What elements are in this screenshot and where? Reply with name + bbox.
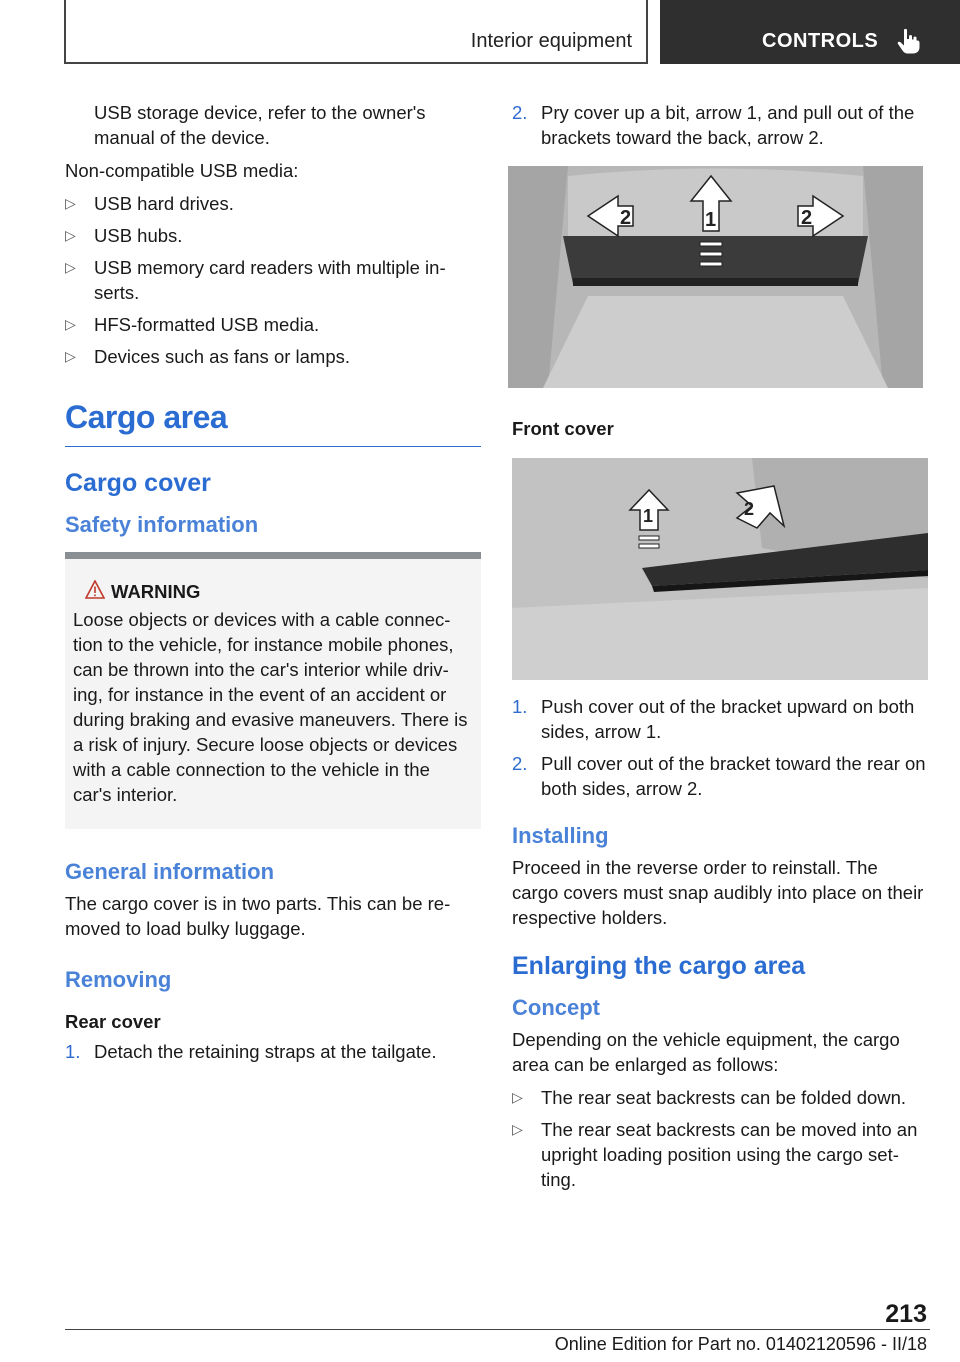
section-tab: [64, 0, 648, 64]
heading-safety-information: Safety information: [65, 512, 259, 537]
right-column: [512, 100, 928, 1199]
triangle-right-icon: ▷: [512, 1121, 523, 1137]
section-title: Interior equipment: [470, 30, 632, 52]
rear-step-2: 2. Pry cover up a bit, arrow 1, and pull out of the brackets toward the back, arrow 2.: [512, 102, 915, 148]
footer-rule: [65, 1329, 930, 1330]
heading-enlarging-cargo-area: Enlarging the cargo area: [512, 952, 806, 980]
noncompat-list: [65, 191, 481, 369]
concept-text: Depending on the vehicle equipment, the cargo area can be enlarged as follows:: [512, 1029, 900, 1075]
chapter-tab: [660, 0, 960, 64]
page-header: [0, 0, 960, 66]
triangle-right-icon: ▷: [65, 227, 76, 243]
heading-installing: Installing: [512, 823, 609, 848]
warning-box: [65, 552, 481, 829]
warning-header: WARNING: [73, 581, 473, 603]
list-item: ▷ HFS-formatted USB media.: [65, 314, 320, 335]
chapter-title: CONTROLS: [762, 30, 879, 52]
heading-cargo-cover: Cargo cover: [65, 469, 211, 497]
heading-rule: [65, 446, 481, 447]
heading-concept: Concept: [512, 995, 600, 1020]
hand-pointer-icon: [893, 26, 923, 56]
arrow-label: 1: [643, 506, 654, 526]
list-item: ▷ The rear seat backrests can be moved into an upright loading position using the cargo set-ting.: [512, 1119, 918, 1190]
heading-front-cover: Front cover: [512, 418, 614, 439]
installing-text: Proceed in the reverse order to reinstall. The cargo covers must snap audibly into place on their respective holders.: [512, 857, 924, 928]
triangle-right-icon: ▷: [65, 316, 76, 332]
heading-general-information: General information: [65, 859, 275, 884]
list-item: ▷ USB hard drives.: [65, 193, 234, 214]
triangle-right-icon: ▷: [65, 195, 76, 211]
heading-cargo-area: Cargo area: [65, 399, 228, 435]
arrow-label: 2: [744, 499, 755, 519]
list-item: ▷ Devices such as fans or lamps.: [65, 346, 351, 367]
left-column: [65, 100, 481, 1071]
general-text: The cargo cover is in two parts. This can be re-moved to load bulky luggage.: [65, 893, 451, 939]
page-number: 213: [885, 1300, 927, 1328]
heading-rear-cover: Rear cover: [65, 1011, 161, 1032]
intro-continuation: USB storage device, refer to the owner's manual of the device.: [94, 102, 426, 148]
arrow-label: 2: [801, 207, 813, 229]
noncompat-label: Non-compatible USB media:: [65, 160, 299, 181]
front-step-2: 2. Pull cover out of the bracket toward the rear on both sides, arrow 2.: [512, 753, 926, 799]
warning-triangle-icon: [85, 580, 105, 599]
rear-step-1: 1. Detach the retaining straps at the tailgate.: [65, 1041, 437, 1062]
list-item: ▷ The rear seat backrests can be folded down.: [512, 1087, 907, 1108]
footer-edition: Online Edition for Part no. 01402120596 - II/18: [554, 1334, 927, 1354]
heading-removing: Removing: [65, 967, 172, 992]
arrow-label: 2: [620, 207, 632, 229]
list-item: ▷ USB memory card readers with multiple in-serts.: [65, 257, 446, 303]
triangle-right-icon: ▷: [512, 1089, 523, 1105]
front-step-1: 1. Push cover out of the bracket upward on both sides, arrow 1.: [512, 696, 915, 742]
triangle-right-icon: ▷: [65, 259, 76, 275]
warning-text: Loose objects or devices with a cable connec-tion to the vehicle, for instance mobile phones, can be thrown into the car's interior while driv-ing, for instance in the event of an accident or during braking and evasive maneuvers. There is a risk of injury. Secure loose objects or devices with a cable connection to the vehicle in the car's interior.: [73, 609, 468, 805]
front-cover-illustration: [512, 458, 928, 680]
triangle-right-icon: ▷: [65, 348, 76, 364]
list-item: ▷ USB hubs.: [65, 225, 183, 246]
rear-cover-illustration: [508, 166, 923, 388]
arrow-label: 1: [705, 209, 717, 231]
